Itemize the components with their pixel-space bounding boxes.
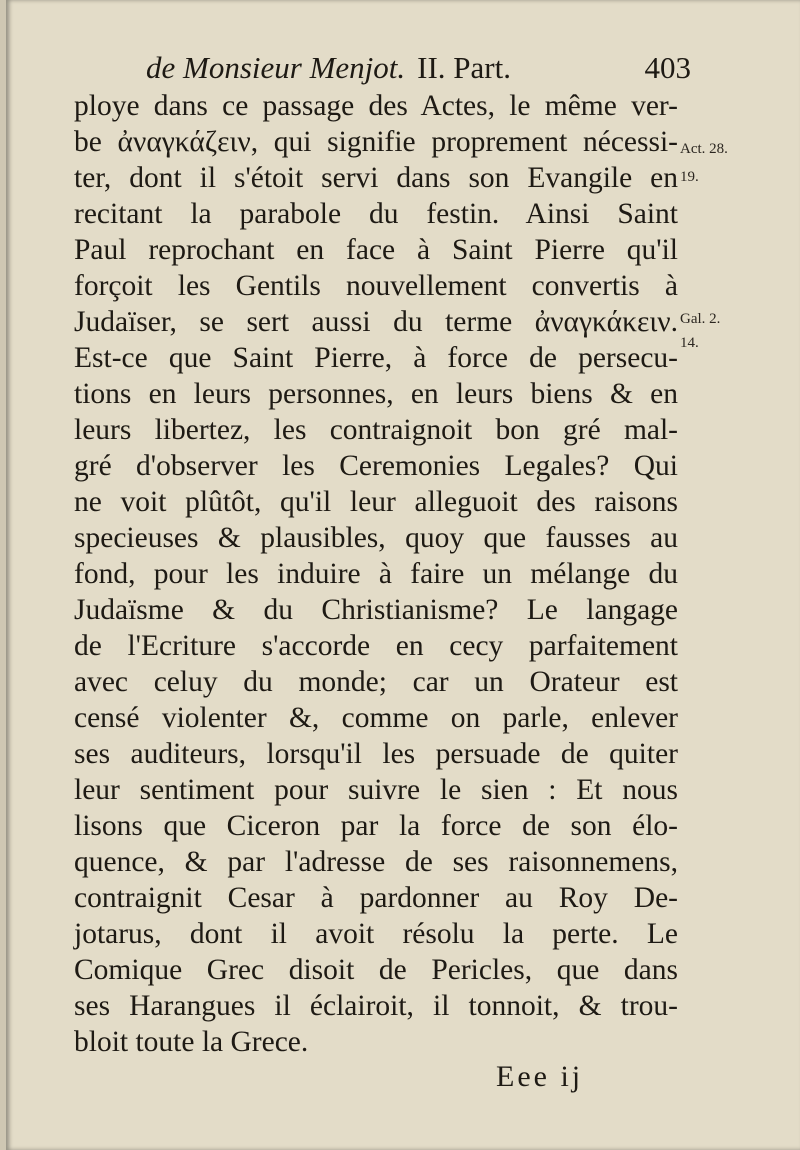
book-page — [6, 0, 800, 1150]
running-header — [146, 50, 691, 92]
text-line: specieuses & plausibles, quoy que fausses au — [74, 522, 678, 554]
page-number: 403 — [644, 50, 691, 85]
header-part: II. Part. — [417, 50, 511, 85]
text-line: de l'Ecriture s'accorde en cecy parfaitement — [74, 630, 678, 662]
text-line: fond, pour les induire à faire un mélange du — [74, 558, 678, 590]
text-line: leur sentiment pour suivre le sien : Et nous — [74, 774, 678, 806]
margin-note-acts: Act. 28. — [680, 141, 728, 157]
margin-note-galatians-verse: 14. — [680, 335, 699, 351]
text-line: jotarus, dont il avoit résolu la perte. Le — [74, 918, 678, 950]
text-line: leurs libertez, les contraignoit bon gré mal- — [74, 414, 678, 446]
text-line: quence, & par l'adresse de ses raisonnemens, — [74, 846, 678, 878]
text-line: contraignit Cesar à pardonner au Roy De- — [74, 882, 678, 914]
text-line: lisons que Ciceron par la force de son élo- — [74, 810, 678, 842]
text-line: ne voit plûtôt, qu'il leur alleguoit des raisons — [74, 486, 678, 518]
text-line: ses auditeurs, lorsqu'il les persuade de quiter — [74, 738, 678, 770]
text-line: Paul reprochant en face à Saint Pierre qu'il — [74, 234, 678, 266]
text-line: Judaïser, se sert aussi du terme ἀναγκάκειν. — [74, 306, 678, 338]
text-line: recitant la parabole du festin. Ainsi Saint — [74, 198, 678, 230]
text-line: Est-ce que Saint Pierre, à force de persecu- — [74, 342, 678, 374]
header-title: de Monsieur Menjot. — [146, 50, 406, 85]
text-line: censé violenter &, comme on parle, enlever — [74, 702, 678, 734]
text-line: avec celuy du monde; car un Orateur est — [74, 666, 678, 698]
text-line: Comique Grec disoit de Pericles, que dans — [74, 954, 678, 986]
margin-note-galatians: Gal. 2. — [680, 311, 721, 327]
text-line: gré d'observer les Ceremonies Legales? Qui — [74, 450, 678, 482]
text-line: bloit toute la Grece. — [74, 1026, 309, 1058]
text-line: tions en leurs personnes, en leurs biens & en — [74, 378, 678, 410]
text-line: ploye dans ce passage des Actes, le même ver- — [74, 90, 678, 122]
text-line: Judaïsme & du Christianisme? Le langage — [74, 594, 678, 626]
text-line: ses Harangues il éclairoit, il tonnoit, & trou- — [74, 990, 678, 1022]
margin-note-acts-verse: 19. — [680, 169, 699, 185]
text-line: be ἀναγκάζειν, qui signifie proprement nécessi- — [74, 126, 678, 158]
signature-mark: Eee ij — [496, 1060, 584, 1093]
text-line: ter, dont il s'étoit servi dans son Evangile en — [74, 162, 678, 194]
text-line: forçoit les Gentils nouvellement convertis à — [74, 270, 678, 302]
